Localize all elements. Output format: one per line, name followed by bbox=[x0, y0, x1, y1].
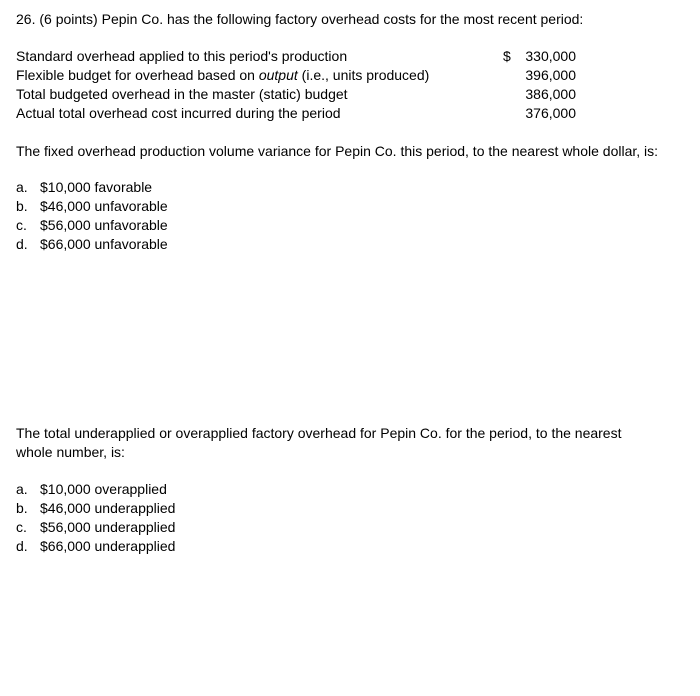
choice-text: $66,000 unfavorable bbox=[40, 236, 168, 252]
cost-amount: 330,000 bbox=[525, 48, 576, 64]
choice-text: $46,000 unfavorable bbox=[40, 198, 168, 214]
cost-label bbox=[16, 66, 429, 85]
choice-text: $56,000 underapplied bbox=[40, 519, 176, 535]
question-points: (6 points) bbox=[39, 11, 98, 27]
choice-letter: b. bbox=[16, 198, 28, 214]
choice-letter: a. bbox=[16, 481, 28, 497]
cost-label: Standard overhead applied to this period's production bbox=[16, 48, 348, 64]
choice-text: $10,000 favorable bbox=[40, 179, 153, 195]
cost-row-flexible-budget bbox=[16, 66, 576, 85]
question-header bbox=[16, 10, 583, 29]
overhead-cost-table bbox=[16, 47, 576, 123]
choice-letter: b. bbox=[16, 500, 28, 516]
choice-letter: d. bbox=[16, 538, 28, 554]
part2-prompt: The total underapplied or overapplied factory overhead for Pepin Co. for the period, to the nearest whole number, is: bbox=[16, 425, 622, 460]
question-number: 26. bbox=[16, 11, 36, 27]
cost-label-emphasis: output bbox=[258, 67, 298, 83]
cost-row-actual-overhead bbox=[16, 104, 576, 123]
cost-amount: 376,000 bbox=[525, 105, 576, 121]
cost-row-standard-applied bbox=[16, 47, 576, 66]
cost-row-master-budget bbox=[16, 85, 576, 104]
cost-label-part: Flexible budget for overhead based on bbox=[16, 67, 259, 83]
cost-amount: 396,000 bbox=[525, 67, 576, 83]
cost-label: Actual total overhead cost incurred during the period bbox=[16, 105, 341, 121]
currency-symbol: $ bbox=[503, 48, 511, 64]
choice-text: $46,000 underapplied bbox=[40, 500, 176, 516]
cost-amount: 386,000 bbox=[525, 86, 576, 102]
choice-letter: c. bbox=[16, 519, 27, 535]
question-intro: Pepin Co. has the following factory overhead costs for the most recent period: bbox=[101, 11, 584, 27]
choice-text: $66,000 underapplied bbox=[40, 538, 176, 554]
choice-text: $56,000 unfavorable bbox=[40, 217, 168, 233]
choice-letter: a. bbox=[16, 179, 28, 195]
choice-letter: d. bbox=[16, 236, 28, 252]
choice-letter: c. bbox=[16, 217, 27, 233]
cost-label-part: (i.e., units produced) bbox=[297, 67, 430, 83]
choice-text: $10,000 overapplied bbox=[40, 481, 167, 497]
cost-label: Total budgeted overhead in the master (static) budget bbox=[16, 86, 348, 102]
part1-prompt: The fixed overhead production volume variance for Pepin Co. this period, to the nearest whole dollar, is: bbox=[16, 143, 659, 159]
